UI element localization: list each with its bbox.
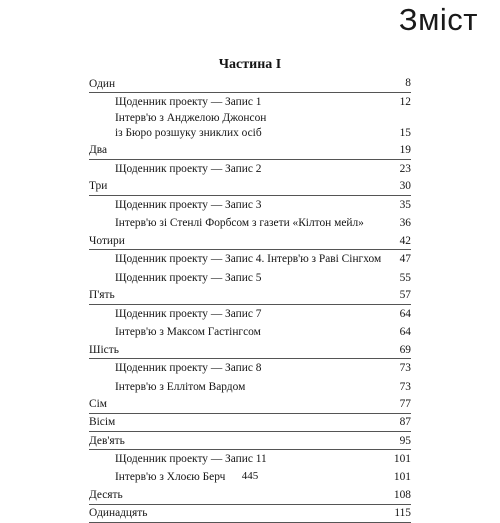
toc-entry-title: Сім <box>89 398 107 411</box>
toc-entry-title: П'ять <box>89 289 115 302</box>
toc-entry-title: Три <box>89 180 108 193</box>
toc-entry-row[interactable] <box>89 214 411 232</box>
toc-page-number: 64 <box>399 326 411 339</box>
toc-entry-row[interactable] <box>89 93 411 111</box>
table-of-contents <box>89 75 411 523</box>
toc-chapter-row[interactable] <box>89 414 411 432</box>
toc-entry-title: Щоденник проекту — Запис 5 <box>115 271 262 284</box>
toc-entry-row[interactable] <box>89 450 411 468</box>
toc-page-number: 57 <box>399 289 411 302</box>
page-number: 445 <box>241 470 259 482</box>
toc-chapter-row[interactable] <box>89 287 411 305</box>
toc-entry-title: Вісім <box>89 416 116 429</box>
toc-page-number: 95 <box>399 434 411 447</box>
toc-page-number: 19 <box>399 143 411 156</box>
toc-entry-row[interactable] <box>89 378 411 396</box>
toc-chapter-row[interactable] <box>89 178 411 196</box>
toc-entry-title: Щоденник проекту — Запис 1 <box>115 96 262 109</box>
toc-chapter-row[interactable] <box>89 505 411 523</box>
toc-page-number: 77 <box>399 398 411 411</box>
toc-entry-title: Щоденник проекту — Запис 11 <box>115 453 267 466</box>
toc-entry-row[interactable] <box>89 196 411 214</box>
toc-entry-title: Одинадцять <box>89 507 148 520</box>
toc-entry-title: Десять <box>89 489 123 502</box>
toc-entry-title: Дев'ять <box>89 434 125 447</box>
toc-page-number: 15 <box>399 127 411 140</box>
toc-page-number: 101 <box>393 453 411 466</box>
toc-page-number: 42 <box>399 234 411 247</box>
toc-entry-row[interactable] <box>89 269 411 287</box>
toc-chapter-row[interactable] <box>89 396 411 414</box>
toc-chapter-row[interactable] <box>89 432 411 450</box>
toc-entry-row[interactable] <box>89 323 411 341</box>
toc-entry-title: Один <box>89 77 116 90</box>
toc-chapter-row[interactable] <box>89 75 411 93</box>
toc-entry-title: Інтерв'ю з Еллітом Вардом <box>115 380 246 393</box>
toc-page-number: 101 <box>393 471 411 484</box>
toc-entry-title: Щоденник проекту — Запис 8 <box>115 362 262 375</box>
toc-page-number: 73 <box>399 362 411 375</box>
toc-page-number: 30 <box>399 180 411 193</box>
toc-entry-title: Інтерв'ю з Максом Гастінгсом <box>115 326 261 339</box>
toc-entry-title: Інтерв'ю з Анджелою Джонсон <box>115 112 267 125</box>
toc-page-number: 12 <box>399 96 411 109</box>
toc-page-number: 47 <box>399 253 411 266</box>
toc-page-number: 23 <box>399 162 411 175</box>
toc-page-number: 55 <box>399 271 411 284</box>
toc-entry-title: Шість <box>89 343 119 356</box>
toc-page-number: 36 <box>399 217 411 230</box>
toc-entry-title: Інтерв'ю з Хлоєю Берч <box>115 471 226 484</box>
toc-entry-title: із Бюро розшуку зниклих осіб <box>115 127 262 140</box>
toc-page-number: 87 <box>399 416 411 429</box>
page-title: Зміст <box>398 2 478 37</box>
toc-page-number: 108 <box>393 489 411 502</box>
toc-page-number: 35 <box>399 198 411 211</box>
toc-entry-row[interactable] <box>89 125 411 141</box>
toc-page-number: 73 <box>399 380 411 393</box>
toc-entry-row[interactable] <box>89 359 411 377</box>
toc-entry-title: Чотири <box>89 234 125 247</box>
toc-entry-title: Щоденник проекту — Запис 4. Інтерв'ю з Раві Сінгхом <box>115 253 382 266</box>
toc-page-number: 115 <box>394 507 411 520</box>
part-title: Частина І <box>218 57 282 72</box>
toc-page-number: 64 <box>399 307 411 320</box>
toc-chapter-row[interactable] <box>89 232 411 250</box>
toc-entry-row[interactable] <box>89 160 411 178</box>
toc-entry-title: Щоденник проекту — Запис 7 <box>115 307 262 320</box>
toc-chapter-row[interactable] <box>89 141 411 159</box>
toc-entry-title: Щоденник проекту — Запис 3 <box>115 198 262 211</box>
toc-page-number: 69 <box>399 343 411 356</box>
toc-entry-title: Щоденник проекту — Запис 2 <box>115 162 262 175</box>
toc-entry-row[interactable] <box>89 111 411 125</box>
toc-entry-title: Два <box>89 143 108 156</box>
toc-page-number: 8 <box>405 77 411 90</box>
toc-chapter-row[interactable] <box>89 487 411 505</box>
toc-entry-row[interactable] <box>89 250 411 268</box>
toc-entry-title: Інтерв'ю зі Стенлі Форбсом з газети «Кілтон мейл» <box>115 217 364 230</box>
toc-chapter-row[interactable] <box>89 341 411 359</box>
toc-entry-row[interactable] <box>89 305 411 323</box>
